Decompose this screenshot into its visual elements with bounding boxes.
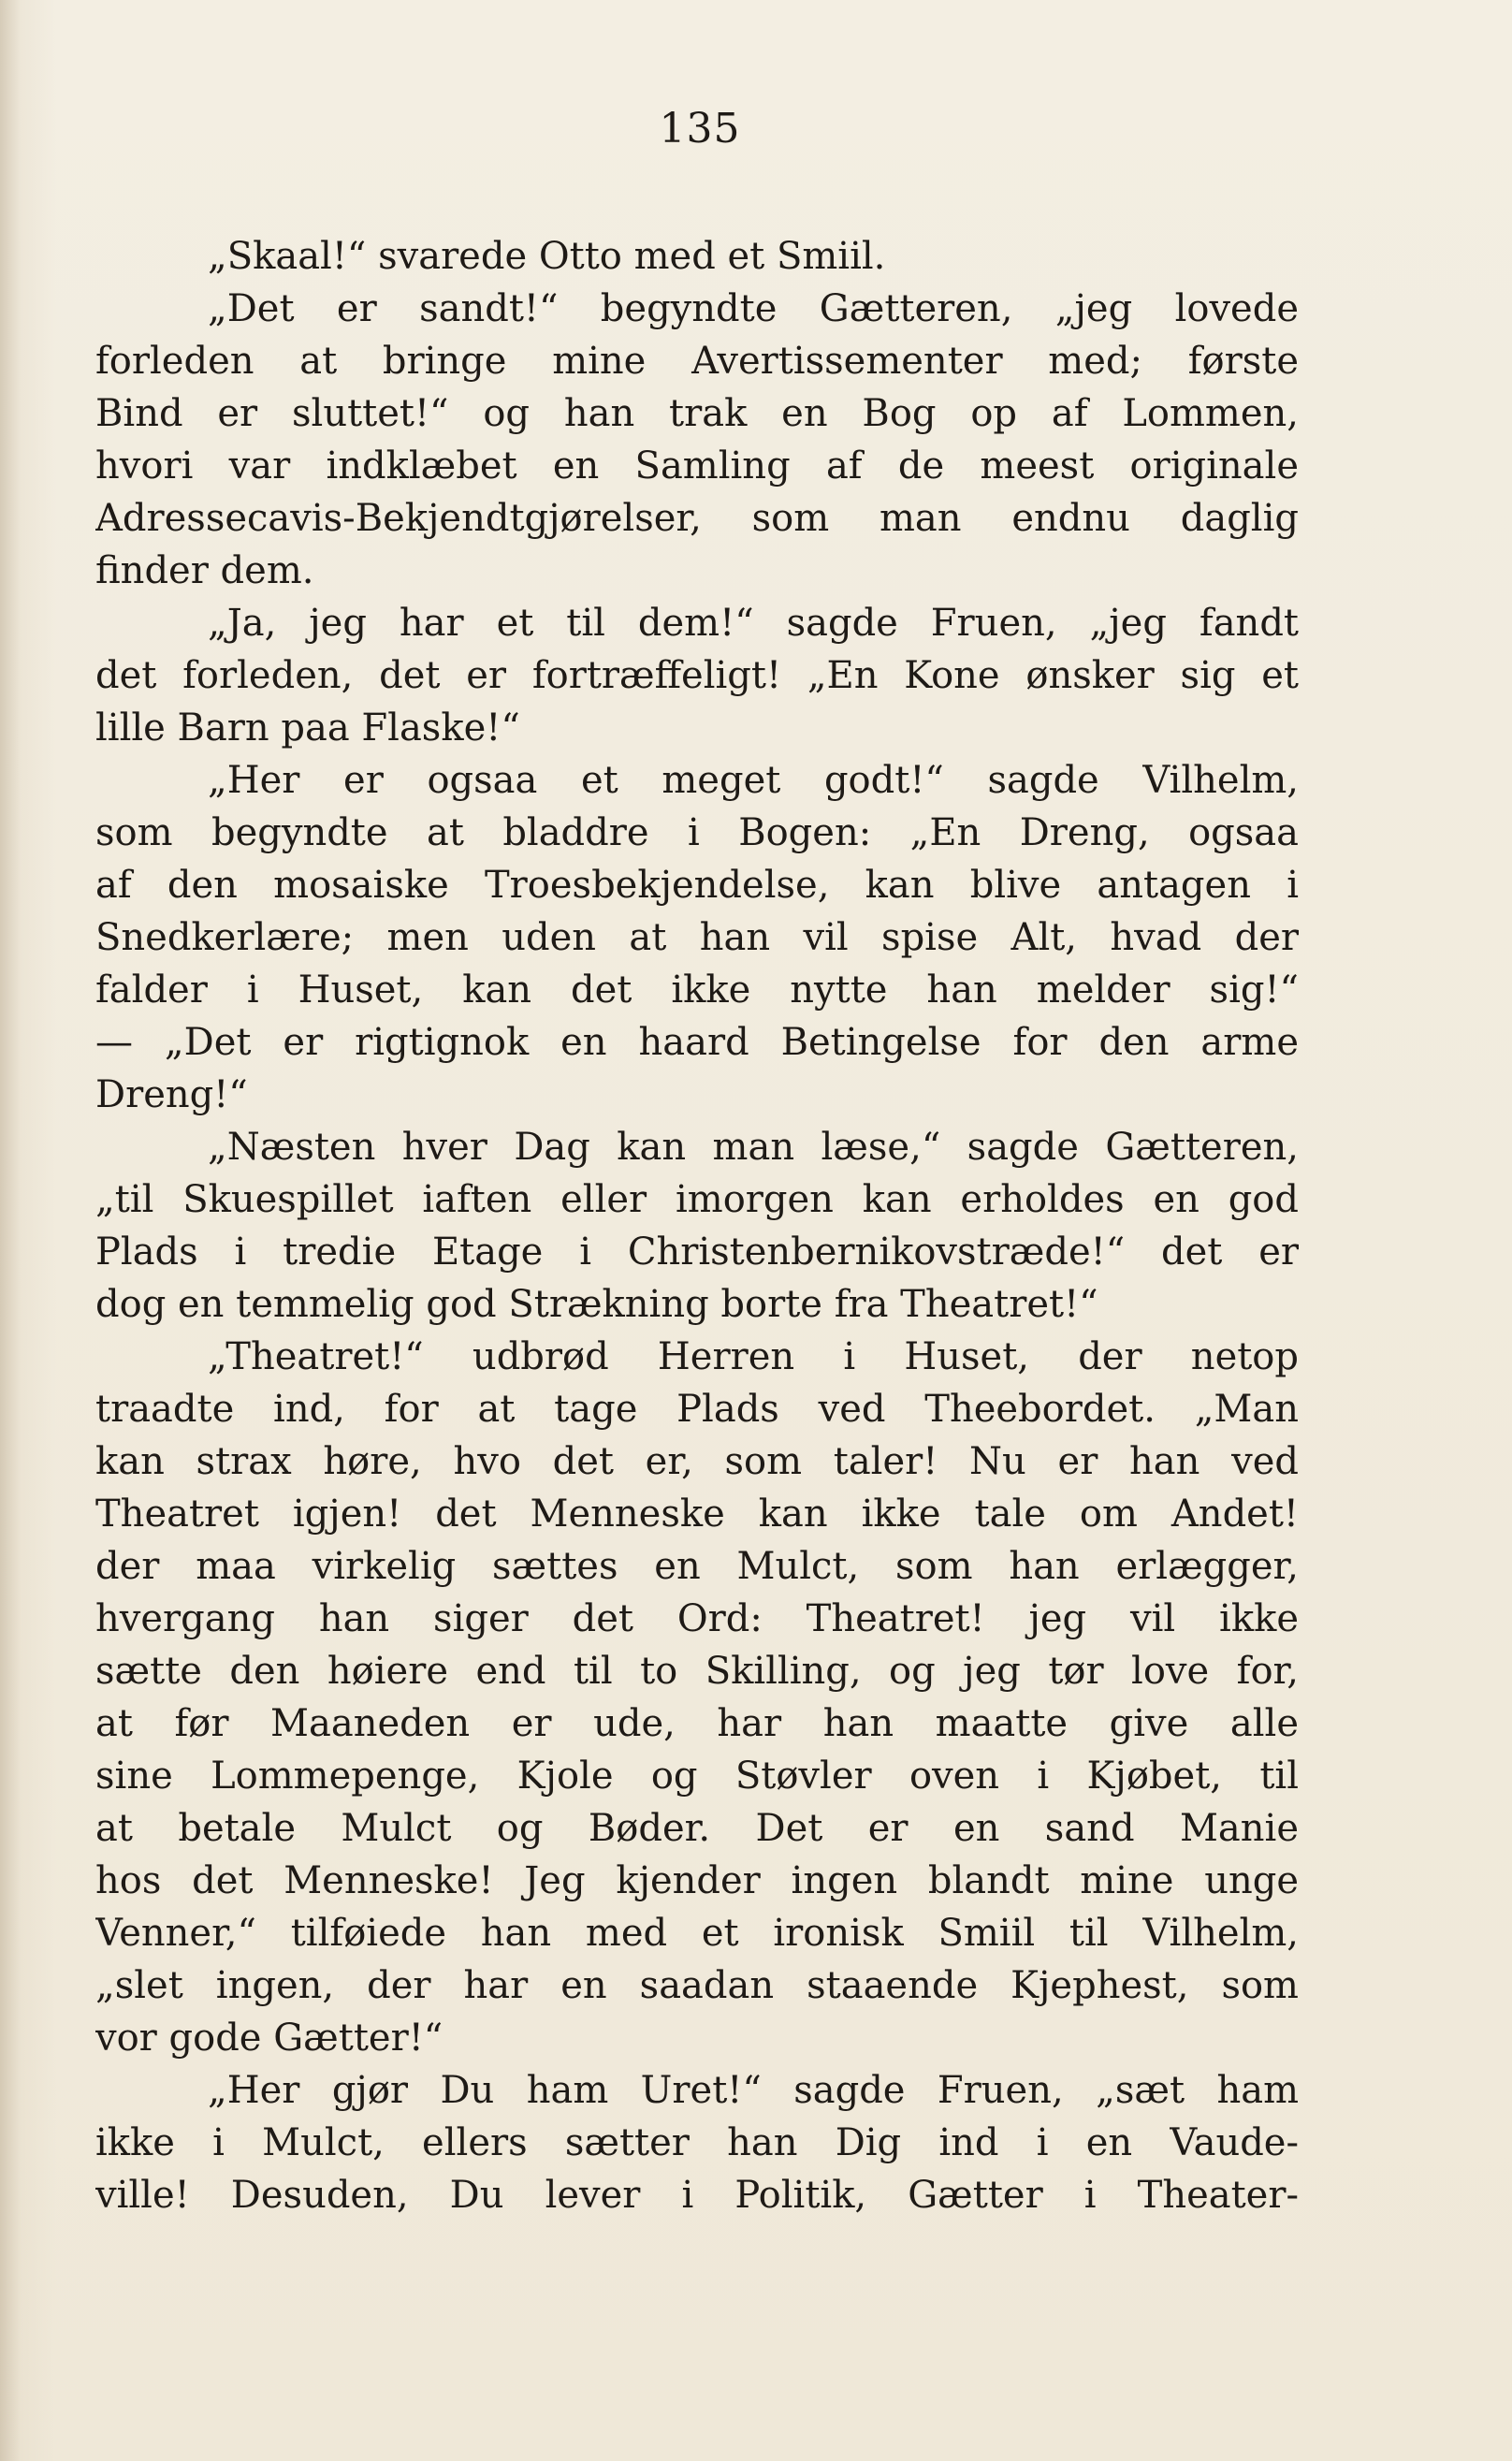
text-line: dog en temmelig god Strækning borte fra Theatret!“ (95, 1283, 1098, 1326)
text-line: Bind er sluttet!“ og han trak en Bog op af Lommen, (95, 392, 1299, 435)
text-line: at før Maaneden er ude, har han maatte give alle (95, 1702, 1299, 1745)
text-line: — „Det er rigtignok en haard Betingelse for den arme (95, 1021, 1299, 1064)
text-line: ikke i Mulct, ellers sætter han Dig ind i en Vaude- (95, 2121, 1299, 2164)
text-line: det forleden, det er fortræffeligt! „En Kone ønsker sig et (95, 654, 1299, 697)
text-line: Adressecavis-Bekjendtgjørelser, som man endnu daglig (95, 497, 1299, 540)
text-line: af den mosaiske Troesbekjendelse, kan blive antagen i (95, 864, 1299, 907)
text-line: „Næsten hver Dag kan man læse,“ sagde Gætteren, (208, 1126, 1299, 1169)
text-line: traadte ind, for at tage Plads ved Theebordet. „Man (95, 1388, 1299, 1431)
body-text (95, 230, 1299, 2221)
text-line: sine Lommepenge, Kjole og Støvler oven i Kjøbet, til (95, 1755, 1299, 1798)
text-line: „Det er sandt!“ begyndte Gætteren, „jeg lovede (208, 287, 1299, 330)
text-line: Venner,“ tilføiede han med et ironisk Smiil til Vilhelm, (95, 1912, 1299, 1955)
text-line: hos det Menneske! Jeg kjender ingen blandt mine unge (95, 1859, 1299, 1902)
text-line: „Theatret!“ udbrød Herren i Huset, der netop (208, 1335, 1299, 1378)
text-line: Dreng!“ (95, 1073, 248, 1116)
text-line: finder dem. (95, 549, 314, 592)
text-line: at betale Mulct og Bøder. Det er en sand Manie (95, 1807, 1299, 1850)
text-line: hvergang han siger det Ord: Theatret! jeg vil ikke (95, 1597, 1299, 1640)
text-line: vor gode Gætter!“ (95, 2017, 443, 2060)
text-line: Theatret igjen! det Menneske kan ikke tale om Andet! (95, 1493, 1299, 1536)
text-line: „Skaal!“ svarede Otto med et Smiil. (208, 235, 886, 278)
text-line: „Her gjør Du ham Uret!“ sagde Fruen, „sæt ham (208, 2069, 1299, 2112)
text-line: Snedkerlære; men uden at han vil spise Alt, hvad der (95, 916, 1299, 959)
text-line: forleden at bringe mine Avertissementer med; første (95, 340, 1299, 383)
text-line: kan strax høre, hvo det er, som taler! Nu er han ved (95, 1440, 1299, 1483)
text-line: „Ja, jeg har et til dem!“ sagde Fruen, „jeg fandt (208, 602, 1299, 645)
text-line: der maa virkelig sættes en Mulct, som han erlægger, (95, 1545, 1299, 1588)
text-line: ville! Desuden, Du lever i Politik, Gætter i Theater- (95, 2174, 1299, 2217)
text-line: „slet ingen, der har en saadan staaende Kjephest, som (95, 1964, 1299, 2007)
text-line: falder i Huset, kan det ikke nytte han melder sig!“ (95, 968, 1299, 1012)
text-line: hvori var indklæbet en Samling af de meest originale (95, 444, 1299, 488)
text-line: „Her er ogsaa et meget godt!“ sagde Vilhelm, (208, 759, 1299, 802)
page-number: 135 (659, 105, 741, 153)
text-line: Plads i tredie Etage i Christenbernikovstræde!“ det er (95, 1230, 1299, 1274)
text-line: som begyndte at bladdre i Bogen: „En Dreng, ogsaa (95, 811, 1299, 854)
text-line: lille Barn paa Flaske!“ (95, 706, 520, 750)
text-line: sætte den høiere end til to Skilling, og jeg tør love for, (95, 1650, 1299, 1693)
text-line: „til Skuespillet iaften eller imorgen kan erholdes en god (95, 1178, 1299, 1221)
